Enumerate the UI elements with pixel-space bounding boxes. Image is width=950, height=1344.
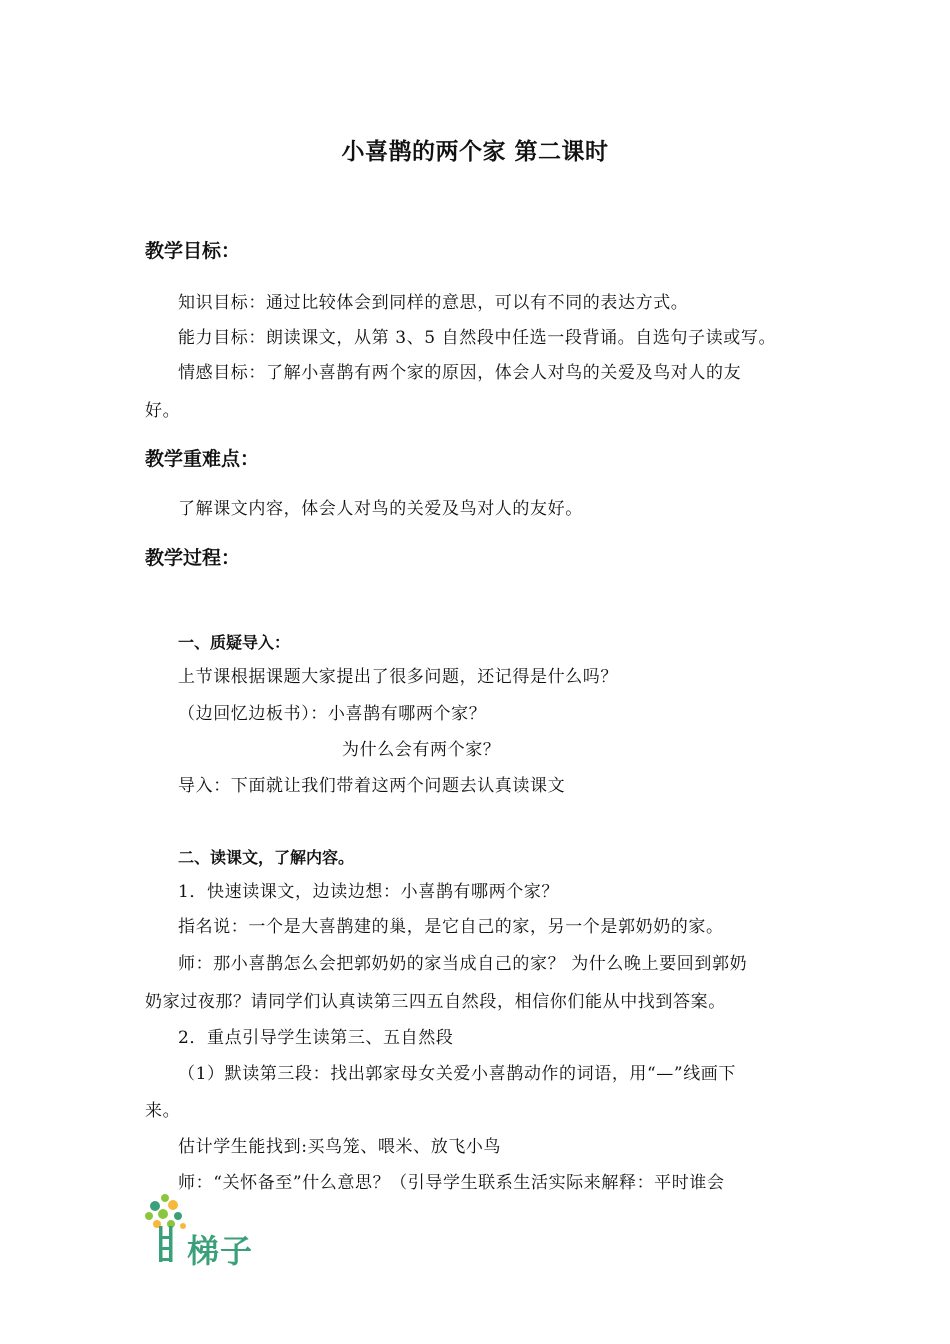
part1-heading: 一、质疑导入： bbox=[178, 633, 291, 652]
key-points-text: 了解课文内容，体会人对鸟的关爱及鸟对人的友好。 bbox=[178, 499, 583, 519]
logo-text: 梯子 bbox=[187, 1232, 254, 1270]
process-heading: 教学过程： bbox=[145, 547, 241, 569]
part1-line: 上节课根据课题大家提出了很多问题，还记得是什么吗？ bbox=[178, 667, 618, 687]
part1-line: 导入：下面就让我们带着这两个问题去认真读课文 bbox=[178, 776, 566, 796]
part2-line: 奶家过夜那？请同学们认真读第三四五自然段，相信你们能从中找到答案。 bbox=[145, 992, 726, 1012]
part1-line: 为什么会有两个家？ bbox=[342, 740, 501, 760]
knowledge-objective: 知识目标：通过比较体会到同样的意思，可以有不同的表达方式。 bbox=[178, 293, 689, 313]
page-title: 小喜鹊的两个家 第二课时 bbox=[341, 139, 609, 165]
part1-line: （边回忆边板书）：小喜鹊有哪两个家？ bbox=[178, 704, 487, 724]
key-points-heading: 教学重难点： bbox=[145, 448, 260, 470]
part2-heading: 二、读课文，了解内容。 bbox=[178, 848, 355, 867]
emotion-objective-line2: 好。 bbox=[145, 401, 181, 421]
part2-line: 估计学生能找到:买鸟笼、喂米、放飞小鸟 bbox=[178, 1137, 502, 1157]
emotion-objective-line1: 情感目标：了解小喜鹊有两个家的原因，体会人对鸟的关爱及鸟对人的友 bbox=[178, 363, 742, 383]
part2-line: 师：那小喜鹊怎么会把郭奶奶的家当成自己的家？ 为什么晚上要回到郭奶 bbox=[178, 954, 748, 974]
ability-objective: 能力目标：朗读课文，从第 3、5 自然段中任选一段背诵。自选句子读或写。 bbox=[178, 328, 777, 348]
objectives-heading: 教学目标： bbox=[145, 240, 241, 262]
part2-line: 指名说：一个是大喜鹊建的巢，是它自己的家，另一个是郭奶奶的家。 bbox=[178, 917, 724, 937]
part2-line: （1）默读第三段：找出郭家母女关爱小喜鹊动作的词语，用“—”线画下 bbox=[178, 1064, 736, 1084]
part2-line: 来。 bbox=[145, 1101, 181, 1121]
part2-line: 师：“关怀备至”什么意思？（引导学生联系生活实际来解释：平时谁会 bbox=[178, 1173, 725, 1193]
part2-line: 1．快速读课文，边读边想：小喜鹊有哪两个家？ bbox=[178, 882, 560, 902]
part2-line: 2．重点引导学生读第三、五自然段 bbox=[178, 1028, 454, 1048]
